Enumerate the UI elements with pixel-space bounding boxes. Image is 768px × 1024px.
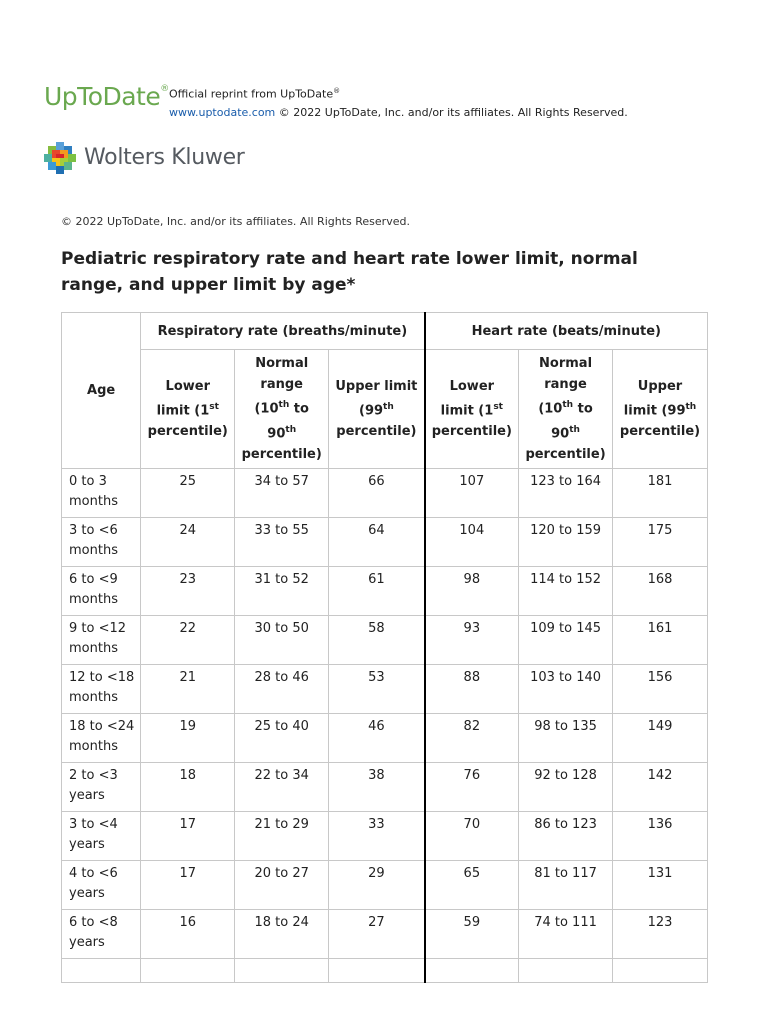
cell-rr-low: 17: [141, 812, 235, 861]
empty-cell: [329, 959, 425, 983]
hr-upper-limit-header: Upper limit (99th percentile): [613, 350, 708, 469]
cell-age: 4 to <6 years: [62, 861, 141, 910]
cell-age: 3 to <6 months: [62, 518, 141, 567]
table-row: [62, 910, 708, 959]
cell-rr-low: 25: [141, 469, 235, 518]
cell-age: 6 to <8 years: [62, 910, 141, 959]
cell-rr-norm: 22 to 34: [235, 763, 329, 812]
heart-rate-header: Heart rate (beats/minute): [425, 313, 708, 350]
age-header: Age: [62, 313, 141, 469]
cell-rr-norm: 20 to 27: [235, 861, 329, 910]
table-row: [62, 567, 708, 616]
cell-hr-low: 88: [425, 665, 519, 714]
cell-hr-low: 107: [425, 469, 519, 518]
cell-rr-norm: 28 to 46: [235, 665, 329, 714]
cell-hr-low: 76: [425, 763, 519, 812]
cell-hr-up: 156: [613, 665, 708, 714]
cell-rr-low: 22: [141, 616, 235, 665]
hr-normal-range-header: Normal range (10th to 90th percentile): [519, 350, 613, 469]
cell-age: 0 to 3 months: [62, 469, 141, 518]
cell-hr-up: 181: [613, 469, 708, 518]
vitals-table: [61, 312, 708, 983]
cell-hr-up: 175: [613, 518, 708, 567]
rr-upper-limit-header: Upper limit (99th percentile): [329, 350, 425, 469]
cell-hr-low: 65: [425, 861, 519, 910]
respiratory-rate-header: Respiratory rate (breaths/minute): [141, 313, 425, 350]
cell-age: 18 to <24 months: [62, 714, 141, 763]
cell-hr-norm: 120 to 159: [519, 518, 613, 567]
cell-rr-low: 24: [141, 518, 235, 567]
cell-rr-low: 23: [141, 567, 235, 616]
cell-hr-up: 136: [613, 812, 708, 861]
cell-hr-low: 70: [425, 812, 519, 861]
cell-hr-low: 98: [425, 567, 519, 616]
table-row: [62, 469, 708, 518]
cell-rr-up: 46: [329, 714, 425, 763]
table-row: [62, 959, 708, 983]
cell-hr-norm: 86 to 123: [519, 812, 613, 861]
cell-age: 3 to <4 years: [62, 812, 141, 861]
cell-rr-up: 27: [329, 910, 425, 959]
cell-age: 2 to <3 years: [62, 763, 141, 812]
uptodate-logo[interactable]: UpToDate®: [44, 82, 169, 111]
cell-hr-up: 149: [613, 714, 708, 763]
empty-cell: [425, 959, 519, 983]
cell-age: 9 to <12 months: [62, 616, 141, 665]
cell-rr-up: 29: [329, 861, 425, 910]
hr-lower-limit-header: Lower limit (1st percentile): [425, 350, 519, 469]
cell-hr-up: 123: [613, 910, 708, 959]
cell-rr-up: 58: [329, 616, 425, 665]
cell-hr-low: 93: [425, 616, 519, 665]
cell-hr-low: 59: [425, 910, 519, 959]
table-body: [62, 469, 708, 983]
empty-cell: [613, 959, 708, 983]
wolters-kluwer-logo: [44, 142, 304, 176]
empty-cell: [519, 959, 613, 983]
copyright-notice: © 2022 UpToDate, Inc. and/or its affiliates. All Rights Reserved.: [61, 215, 410, 228]
wolters-kluwer-mark-icon: [44, 142, 76, 174]
reprint-header: [44, 80, 744, 120]
cell-rr-norm: 31 to 52: [235, 567, 329, 616]
cell-hr-norm: 123 to 164: [519, 469, 613, 518]
cell-rr-norm: 34 to 57: [235, 469, 329, 518]
cell-rr-up: 64: [329, 518, 425, 567]
table-row: [62, 812, 708, 861]
rr-normal-range-header: Normal range (10th to 90th percentile): [235, 350, 329, 469]
rights-line: www.uptodate.com © 2022 UpToDate, Inc. and/or its affiliates. All Rights Reserved.: [169, 105, 628, 119]
cell-hr-norm: 81 to 117: [519, 861, 613, 910]
cell-hr-norm: 103 to 140: [519, 665, 613, 714]
cell-age: 6 to <9 months: [62, 567, 141, 616]
cell-hr-low: 104: [425, 518, 519, 567]
table-row: [62, 518, 708, 567]
cell-hr-up: 142: [613, 763, 708, 812]
cell-rr-up: 38: [329, 763, 425, 812]
cell-rr-norm: 25 to 40: [235, 714, 329, 763]
cell-rr-norm: 30 to 50: [235, 616, 329, 665]
reprint-line: Official reprint from UpToDate®: [169, 87, 341, 101]
cell-rr-up: 33: [329, 812, 425, 861]
cell-rr-low: 19: [141, 714, 235, 763]
wolters-kluwer-wordmark: Wolters Kluwer: [84, 145, 245, 170]
cell-rr-low: 17: [141, 861, 235, 910]
cell-rr-up: 61: [329, 567, 425, 616]
cell-rr-norm: 18 to 24: [235, 910, 329, 959]
cell-hr-norm: 98 to 135: [519, 714, 613, 763]
cell-rr-low: 21: [141, 665, 235, 714]
cell-rr-up: 53: [329, 665, 425, 714]
cell-age: 12 to <18 months: [62, 665, 141, 714]
table-row: [62, 714, 708, 763]
empty-cell: [62, 959, 141, 983]
cell-hr-norm: 92 to 128: [519, 763, 613, 812]
page-title: Pediatric respiratory rate and heart rate lower limit, normal range, and upper limit by age*: [61, 249, 638, 295]
cell-rr-up: 66: [329, 469, 425, 518]
reprint-info: [169, 82, 628, 122]
cell-hr-norm: 74 to 111: [519, 910, 613, 959]
cell-hr-norm: 109 to 145: [519, 616, 613, 665]
cell-hr-up: 161: [613, 616, 708, 665]
cell-rr-norm: 33 to 55: [235, 518, 329, 567]
table-row: [62, 861, 708, 910]
uptodate-link[interactable]: www.uptodate.com: [169, 105, 276, 119]
cell-hr-up: 168: [613, 567, 708, 616]
table-row: [62, 763, 708, 812]
cell-hr-norm: 114 to 152: [519, 567, 613, 616]
cell-rr-low: 16: [141, 910, 235, 959]
rr-lower-limit-header: Lower limit (1st percentile): [141, 350, 235, 469]
table-row: [62, 665, 708, 714]
cell-rr-norm: 21 to 29: [235, 812, 329, 861]
table-row: [62, 616, 708, 665]
cell-hr-low: 82: [425, 714, 519, 763]
empty-cell: [235, 959, 329, 983]
cell-rr-low: 18: [141, 763, 235, 812]
cell-hr-up: 131: [613, 861, 708, 910]
empty-cell: [141, 959, 235, 983]
